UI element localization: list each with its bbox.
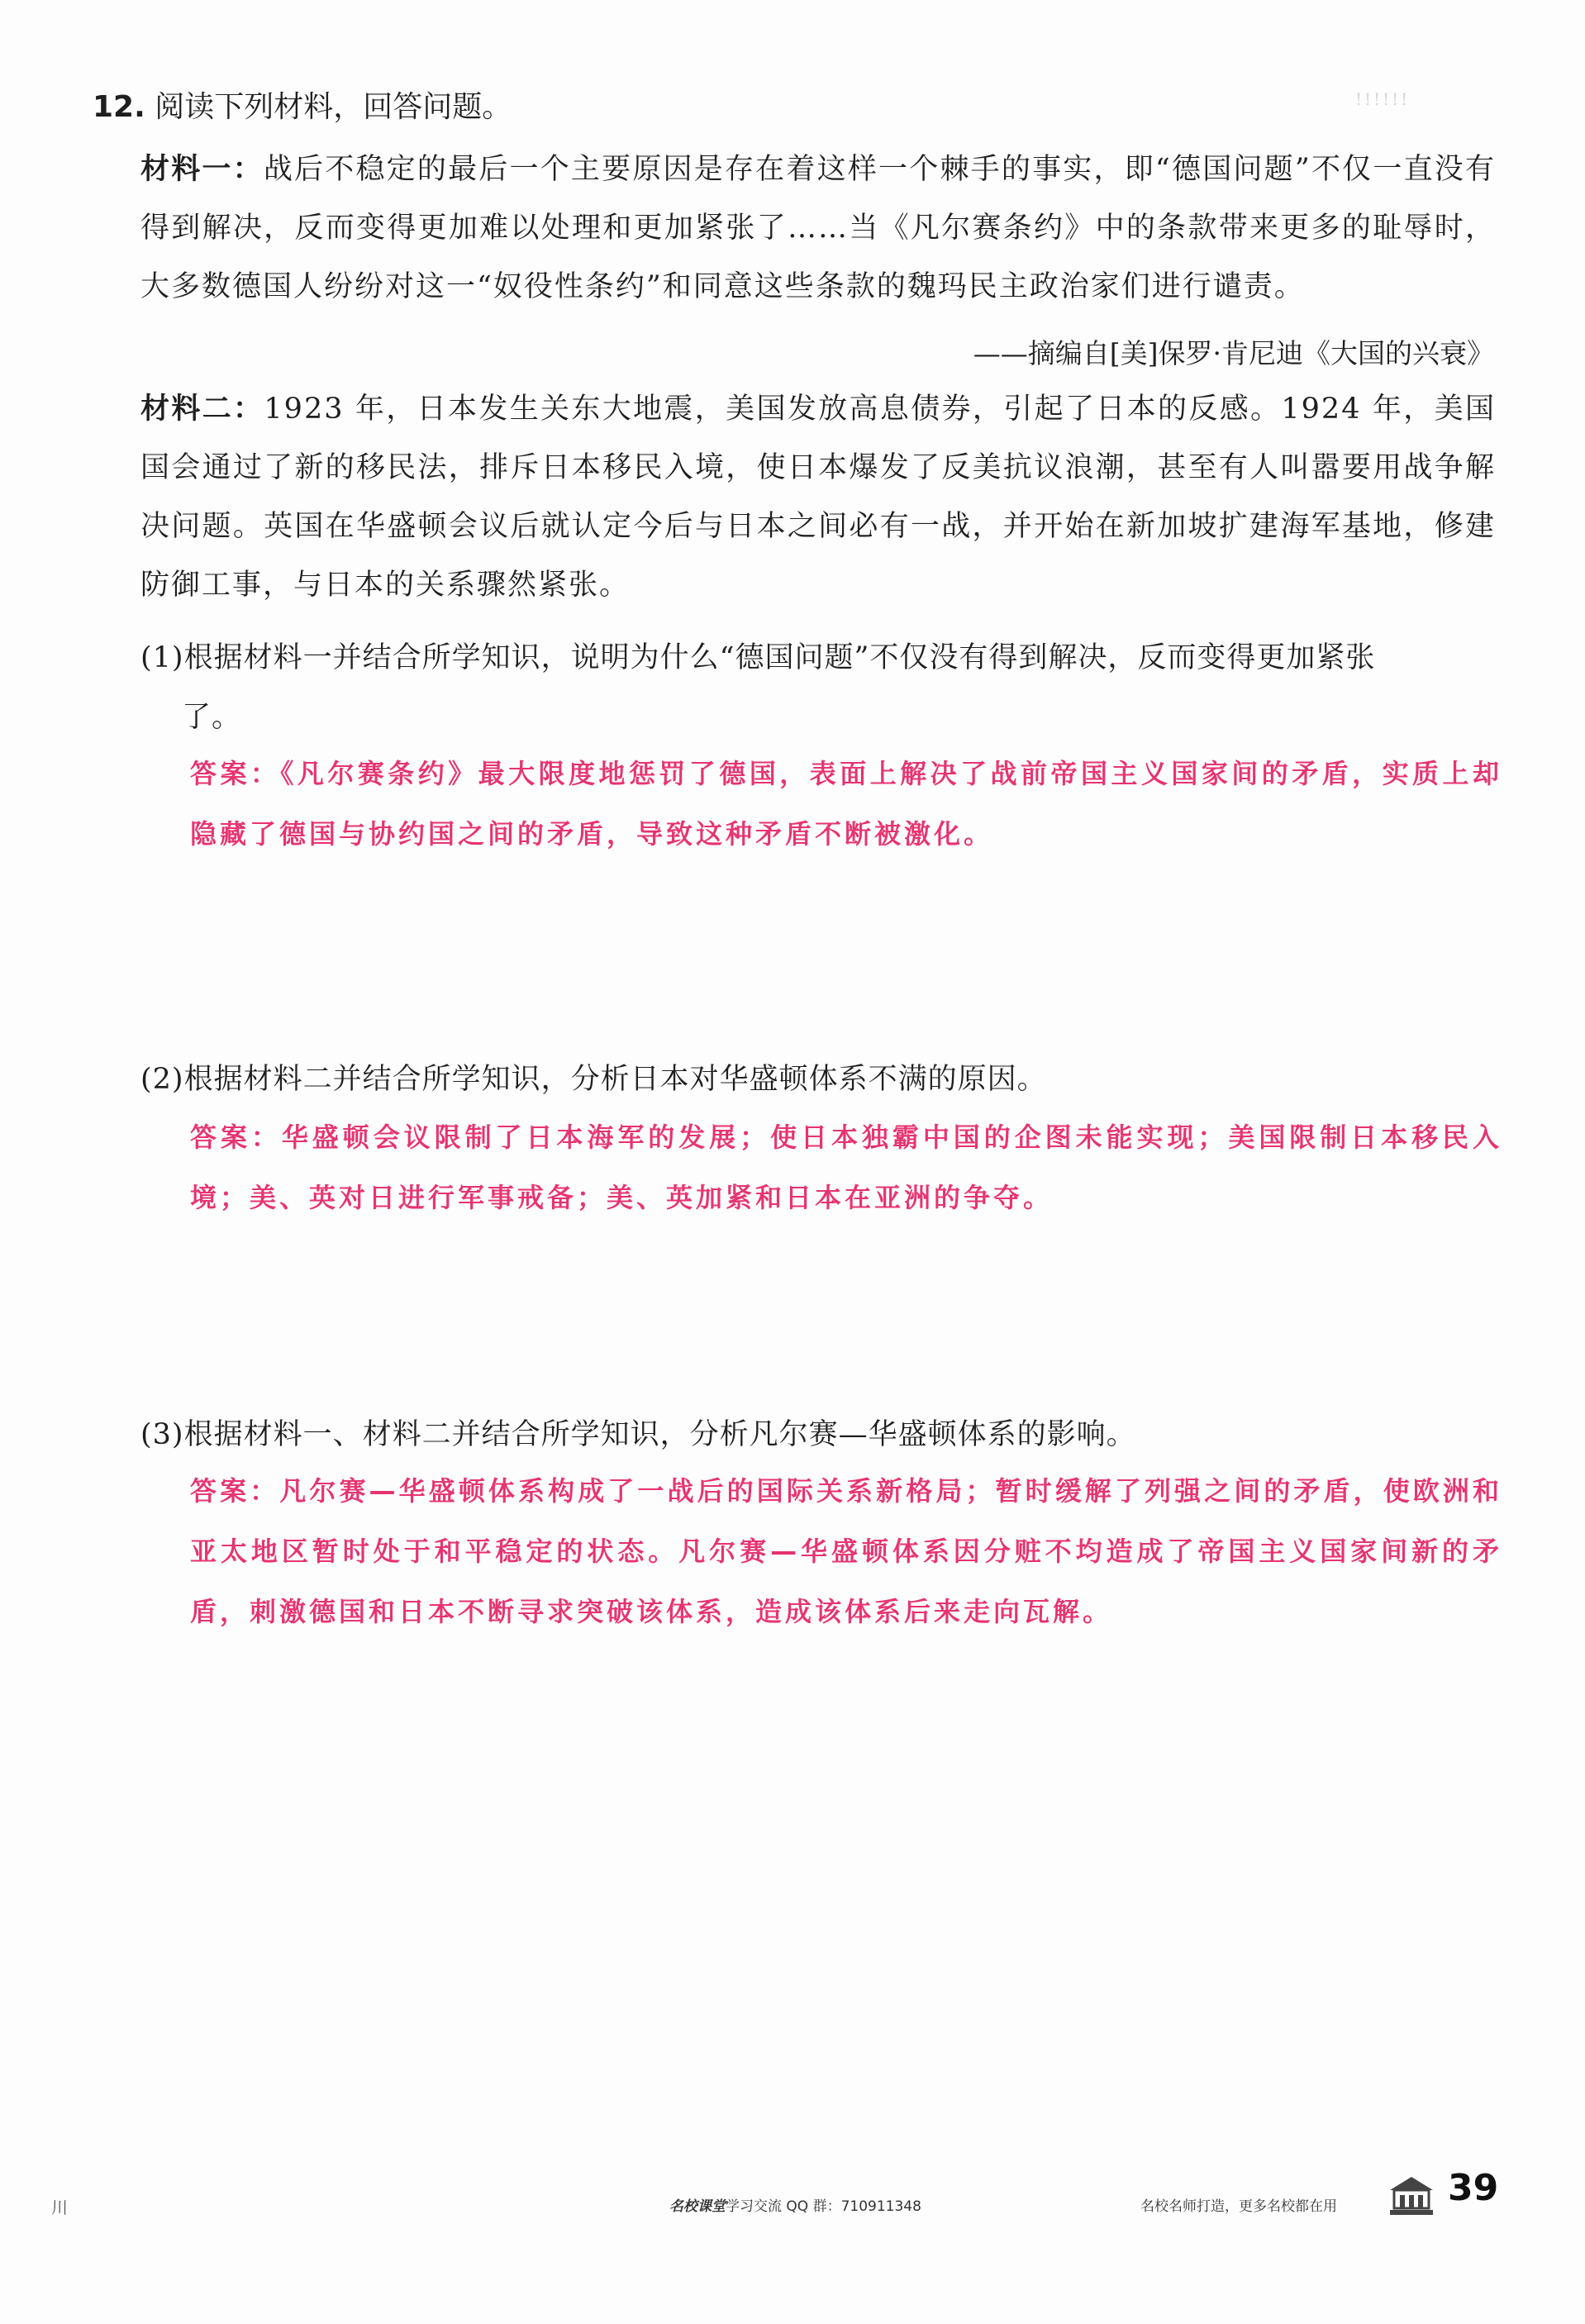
sub-question-1-line1: (1)根据材料一并结合所学知识，说明为什么“德国问题”不仅没有得到解决，反而变得更加紧张 — [140, 641, 1376, 674]
material-one-label: 材料一： — [140, 153, 264, 186]
answer-2: 答案：华盛顿会议限制了日本海军的发展；使日本独霸中国的企图未能实现；美国限制日本移民入境；美、英对日进行军事戒备；美、英加紧和日本在亚洲的争夺。 — [190, 1122, 1502, 1213]
footer-center — [669, 2194, 921, 2215]
material-one-text: 战后不稳定的最后一个主要原因是存在着这样一个棘手的事实，即“德国问题”不仅一直没有得到解决，反而变得更加难以处理和更加紧张了……当《凡尔赛条约》中的条款带来更多的耻辱时，大多数德国人纷纷对这一“奴役性条约”和同意这些条款的魏玛民主政治家们进行谴责。 — [140, 153, 1496, 303]
material-two-label: 材料二： — [140, 393, 264, 426]
footer-qq-group: 学习交流 QQ 群：710911348 — [726, 2198, 921, 2215]
material-one — [140, 140, 1496, 317]
question-number: 12. — [93, 90, 145, 124]
sub-question-1-line2: 了。 — [182, 701, 242, 734]
material-two-text: 1923 年，日本发生关东大地震，美国发放高息债券，引起了日本的反感。1924 年，美国国会通过了新的移民法，排斥日本移民入境，使日本爆发了反美抗议浪潮，甚至有人叫嚣要用战争解决问题。英国在华盛顿会议后就认定今后与日本之间必有一战，并开始在新加坡扩建海军基地，修建防御工事，与日本的关系骤然紧张。 — [140, 393, 1496, 602]
footer-slogan: 名校名师打造，更多名校都在用 — [1140, 2198, 1337, 2215]
question-header — [93, 83, 512, 132]
answer-3: 答案：凡尔赛—华盛顿体系构成了一战后的国际关系新格局；暂时缓解了列强之间的矛盾，使欧洲和亚太地区暂时处于和平稳定的状态。凡尔赛—华盛顿体系因分赃不均造成了帝国主义国家间新的矛盾，刺激德国和日本不断寻求突破该体系，造成该体系后来走向瓦解。 — [190, 1475, 1502, 1627]
question-prompt: 阅读下列材料，回答问题。 — [155, 90, 512, 124]
sub-question-3 — [140, 1405, 1504, 1464]
faded-stamp: !!!!!! — [1355, 89, 1411, 109]
sub-question-3-text: (3)根据材料一、材料二并结合所学知识，分析凡尔赛—华盛顿体系的影响。 — [140, 1418, 1136, 1451]
material-two — [140, 380, 1496, 615]
answer-1: 答案：《凡尔赛条约》最大限度地惩罚了德国，表面上解决了战前帝国主义国家间的矛盾，实质上却隐藏了德国与协约国之间的矛盾，导致这种矛盾不断被激化。 — [190, 758, 1502, 850]
sub-question-2-text: (2)根据材料二并结合所学知识，分析日本对华盛顿体系不满的原因。 — [140, 1063, 1047, 1096]
page-number: 39 — [1448, 2167, 1499, 2209]
sub-question-1 — [140, 628, 1504, 747]
footer-brand: 名校课堂 — [669, 2198, 726, 2215]
school-building-logo-icon — [1387, 2174, 1436, 2218]
material-one-source: ——摘编自[美]保罗·肯尼迪《大国的兴衰》 — [973, 337, 1494, 369]
footer-region-mark: 川 — [51, 2198, 68, 2217]
sub-question-2 — [140, 1050, 1504, 1109]
